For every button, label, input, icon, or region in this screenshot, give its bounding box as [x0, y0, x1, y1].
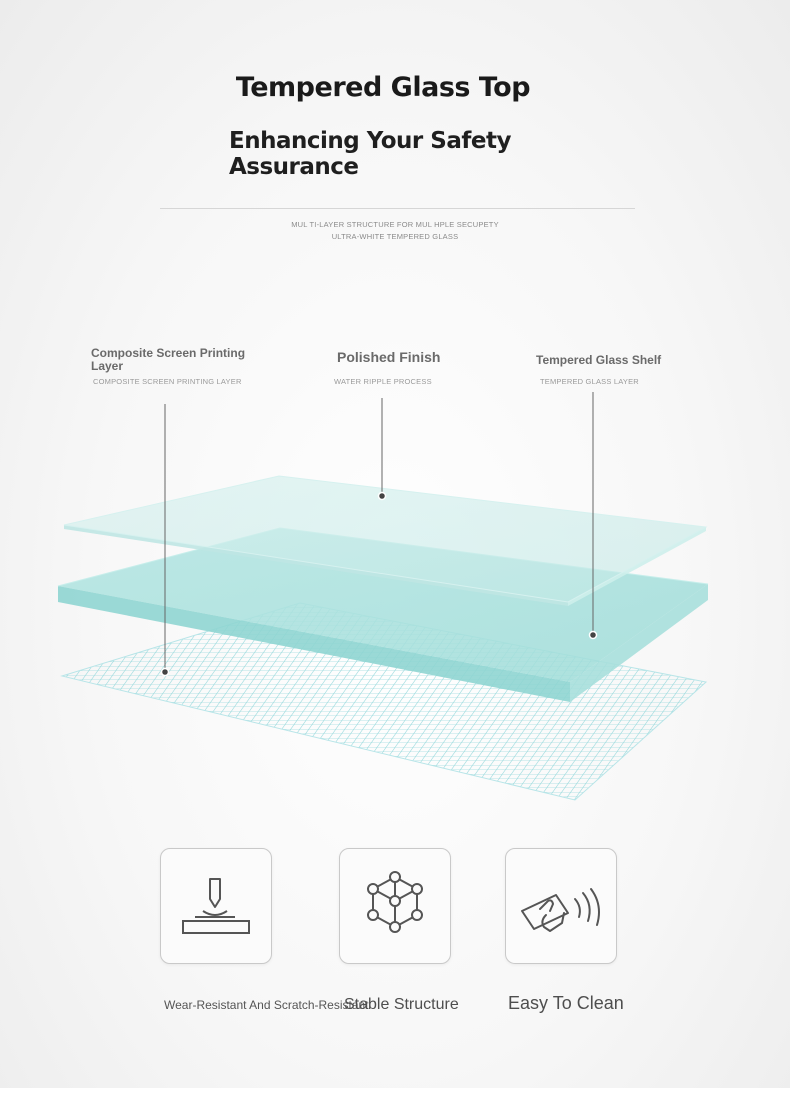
layer-sub-tempered: TEMPERED GLASS LAYER [540, 377, 639, 386]
layer-label-composite [91, 347, 261, 373]
stable-structure-icon [340, 849, 450, 963]
caption-line-2: ULTRA-WHITE TEMPERED GLASS [331, 232, 459, 241]
feature-card-stable [339, 848, 451, 964]
caption-line-1: MUL TI-LAYER STRUCTURE FOR MUL HPLE SECUPETY [291, 220, 499, 229]
layer-label-tempered: Tempered Glass Shelf [536, 353, 662, 367]
easy-clean-icon [506, 849, 616, 963]
layer-sub-polished: WATER RIPPLE PROCESS [334, 377, 432, 386]
feature-label-stable: Stable Structure [344, 996, 459, 1013]
layer-label-composite-line1: Composite Screen Printing [91, 346, 246, 360]
subtitle-line-1: Enhancing Your Safety [229, 128, 511, 154]
scratch-resistant-icon [161, 849, 271, 963]
feature-card-clean [505, 848, 617, 964]
page-title: Tempered Glass Top [235, 72, 531, 103]
subtitle-line-2: Assurance [229, 154, 359, 180]
layer-label-composite-line2: Layer [91, 359, 124, 373]
bottom-strip [0, 1088, 790, 1098]
layer-label-polished: Polished Finish [337, 349, 441, 365]
pointer-polished [379, 398, 386, 500]
feature-label-clean: Easy To Clean [508, 993, 624, 1013]
feature-label-scratch: Wear-Resistant And Scratch-Resistant [164, 998, 369, 1012]
feature-card-scratch [160, 848, 272, 964]
layer-sub-composite: COMPOSITE SCREEN PRINTING LAYER [93, 377, 242, 386]
